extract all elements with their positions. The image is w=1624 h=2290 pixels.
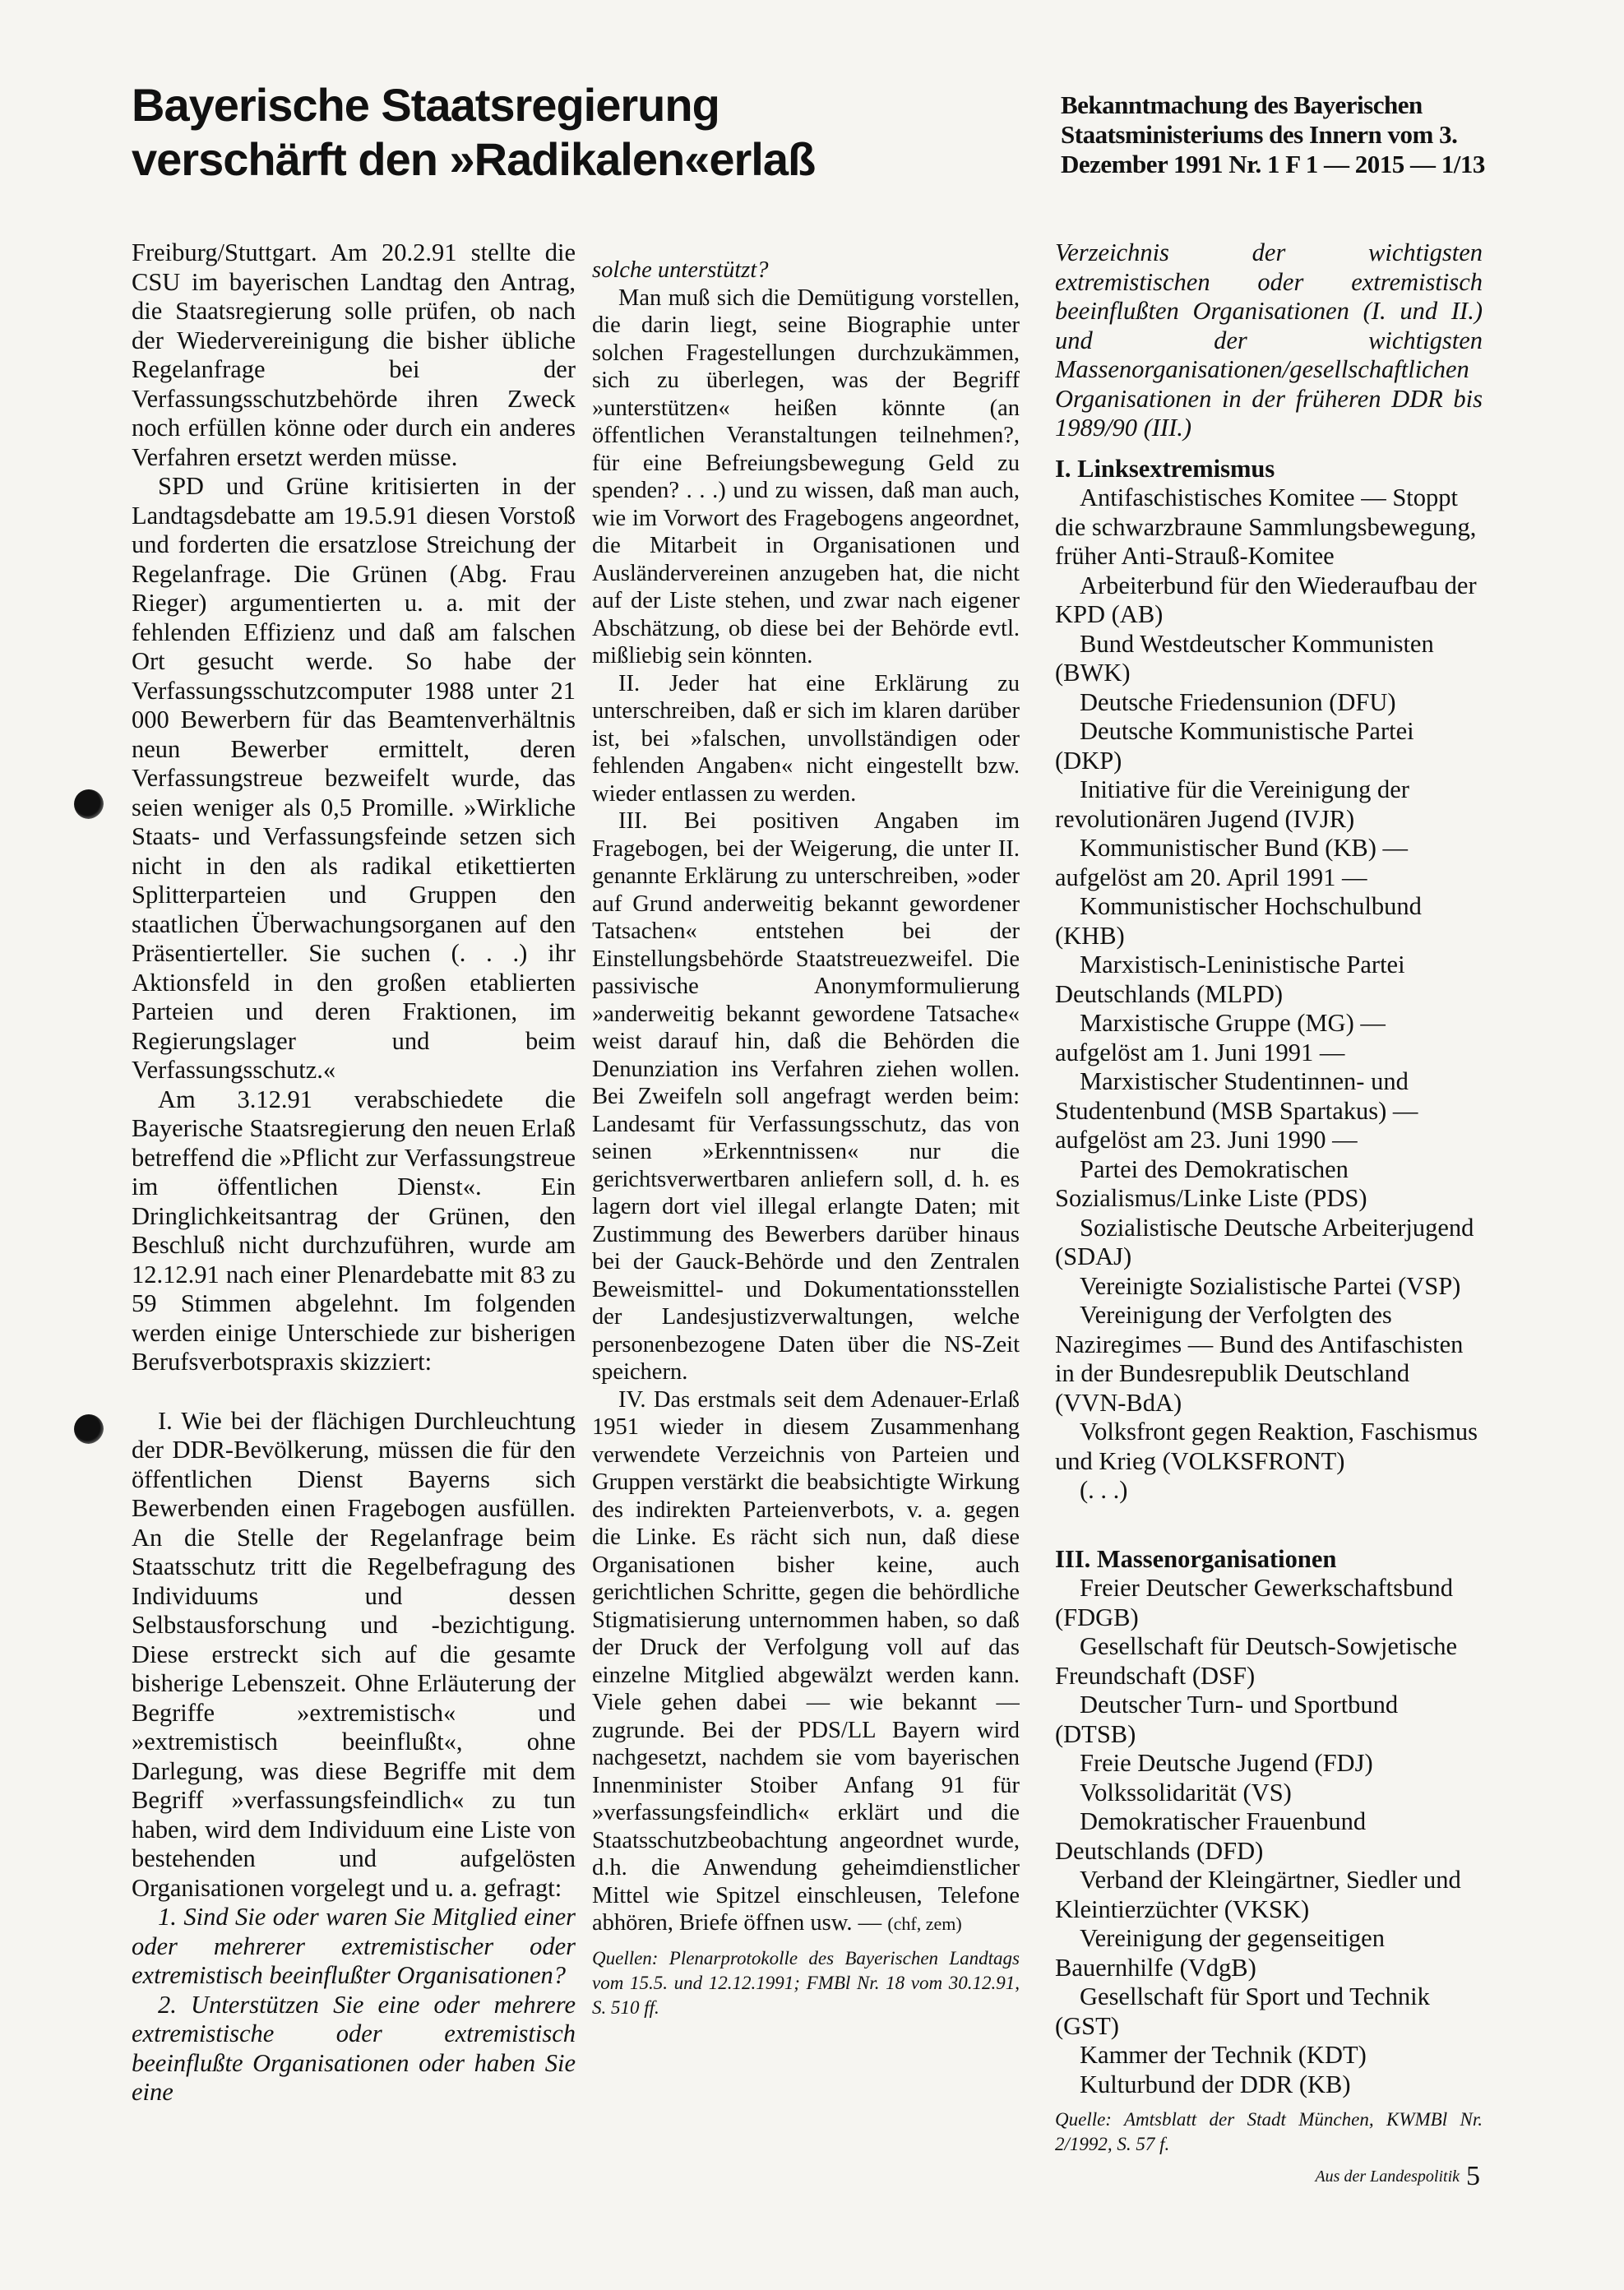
punch-hole-mark xyxy=(74,789,104,819)
organisation-item: Arbeiterbund für den Wiederaufbau der KPD (AB) xyxy=(1055,571,1477,628)
article-paragraph: Am 3.12.91 verabschiedete die Bayerische Staatsregierung den neuen Erlaß betreffend die »Pflicht zur Verfassungstreue im öffentlichen Dienst«. Ein Dringlichkeitsantrag der Grünen, den Beschluß nicht durchzuführen, wurde am 12.12.91 nach einer Plenardebatte mit 83 zu 59 Stimmen abgelehnt. Im folgenden werden einige Unterschiede zur bisherigen Berufsverbotspraxis skizziert: xyxy=(132,1085,576,1376)
article-column-2 xyxy=(592,257,1020,2197)
organisation-item: Marxistische Gruppe (MG) — aufgelöst am 1. Juni 1991 — xyxy=(1055,1009,1386,1066)
organisation-item: (. . .) xyxy=(1080,1476,1128,1504)
organisation-item: Marxistisch-Leninistische Partei Deutschlands (MLPD) xyxy=(1055,951,1405,1008)
organisation-item: Volkssolidarität (VS) xyxy=(1080,1778,1292,1807)
organisation-item: Kommunistischer Bund (KB) — aufgelöst am 20. April 1991 — xyxy=(1055,834,1409,891)
organisation-item: Vereinigung der Verfolgten des Naziregimes — Bund des Antifaschisten in der Bundesrepublik Deutschland (VVN-BdA) xyxy=(1055,1301,1464,1417)
organisation-item: Bund Westdeutscher Kommunisten (BWK) xyxy=(1055,629,1434,687)
organisation-item: Deutscher Turn- und Sportbund (DTSB) xyxy=(1055,1691,1399,1748)
organisation-item: Volksfront gegen Reaktion, Faschismus und Krieg (VOLKSFRONT) xyxy=(1055,1418,1478,1475)
article-paragraph: I. Wie bei der flächigen Durchleuchtung der DDR-Bevölkerung, müssen die für den öffentlichen Dienst Bayerns sich Bewerbenden einen Fragebogen ausfüllen. An die Stelle der Regelanfrage beim Staatsschutz tritt die Regelbefragung des Individuums und dessen Selbstausforschung und -bezichtigung. Diese erstreckt sich auf die gesamte bisherige Lebenszeit. Ohne Erläuterung der Begriffe »extremistisch« und »extremistisch beeinflußt«, ohne Darlegung, was diese Begriffe mit dem Begriff »verfassungsfeindlich« zu tun haben, wird dem Individuum eine Liste von bestehenden und aufgelösten Organisationen vorgelegt und u. a. gefragt: xyxy=(132,1406,576,1902)
notice-title: Bekanntmachung des Bayerischen Staatsministeriums des Innern vom 3. Dezember 1991 Nr. 1 F 1 — 2015 — 1/13 xyxy=(1061,90,1485,178)
organisation-item: Kammer der Technik (KDT) xyxy=(1080,2041,1367,2069)
author-signature: (chf, zem) xyxy=(887,1913,962,1934)
sources-note: Quellen: Plenarprotokolle des Bayerischen Landtags vom 15.5. und 12.12.1991; FMBl Nr. 18 vom 30.12.91, S. 510 ff. xyxy=(592,1947,1020,2018)
organisation-list-1 xyxy=(1055,483,1483,1506)
organisation-item: Sozialistische Deutsche Arbeiterjugend (SDAJ) xyxy=(1055,1213,1474,1270)
organisation-list-3 xyxy=(1055,1574,1483,2099)
organisation-item: Kommunistischer Hochschulbund (KHB) xyxy=(1055,892,1422,950)
organisation-item: Deutsche Friedensunion (DFU) xyxy=(1080,687,1396,716)
article-title-line-2: verschärft den »Radikalen«erlaß xyxy=(132,133,816,185)
notice-column xyxy=(1055,238,1483,2179)
article-column-1 xyxy=(132,238,576,2179)
article-title xyxy=(132,78,1020,187)
organisation-item: Demokratischer Frauenbund Deutschlands (DFD) xyxy=(1055,1807,1367,1865)
organisation-item: Marxistischer Studentinnen- und Studentenbund (MSB Spartakus) — aufgelöst am 23. Juni 1990 — xyxy=(1055,1067,1418,1154)
organisation-item: Freier Deutscher Gewerkschaftsbund (FDGB) xyxy=(1055,1574,1453,1631)
section-heading-linksextremismus: I. Linksextremismus xyxy=(1055,454,1275,483)
organisation-item: Gesellschaft für Sport und Technik (GST) xyxy=(1055,1982,1430,2040)
article-paragraph: Freiburg/Stuttgart. Am 20.2.91 stellte die CSU im bayerischen Landtag den Antrag, die Staatsregierung solle prüfen, ob nach der Wiedervereinigung die bisher übliche Regelanfrage bei der Verfassungsschutzbehörde ihren Zweck noch erfüllen könne oder durch ein anderes Verfahren ersetzt werden müsse. xyxy=(132,238,576,471)
article-paragraph: III. Bei positiven Angaben im Fragebogen, bei der Weigerung, die unter II. genannte Erklärung zu unterschreiben, »oder auf Grund anderweitig bekannt gewordener Tatsachen« entstehen bei der Einstellungsbehörde Staatstreuezweifel. Die passivische Anonymformulierung »anderweitig bekannt gewordene Tatsache« weist darauf hin, daß die Behörden die Denunziation ins Verfahren ziehen wollen. Bei Zweifeln soll angefragt werden beim: Landesamt für Verfassungsschutz, das von seinen »Erkenntnissen« nur die gerichtsverwertbaren anliefern soll, d. h. es lagern dort viel illegal erlangte Daten; mit Zustimmung des Bewerbers darüber hinaus bei der Gauck-Behörde und den Zentralen Beweismittel- und Dokumentationsstellen der Landesjustizverwaltungen, welche personenbezogene Daten über die NS-Zeit speichern. xyxy=(592,808,1020,1385)
article-paragraph: II. Jeder hat eine Erklärung zu unterschreiben, daß er sich im klaren darüber ist, bei »falschen, unvollständigen oder fehlenden Angaben« nicht eingestellt bzw. wieder entlassen zu werden. xyxy=(592,670,1020,807)
organisation-item: Kulturbund der DDR (KB) xyxy=(1080,2070,1351,2098)
footer-section: Aus der Landespolitik xyxy=(1315,2167,1460,2186)
notice-source: Quelle: Amtsblatt der Stadt München, KWMBl Nr. 2/1992, S. 57 f. xyxy=(1055,2109,1483,2154)
question-2: 2. Unterstützen Sie eine oder mehrere extremistische oder extremistisch beeinflußte Organisationen oder haben Sie eine xyxy=(132,1990,576,2106)
page-footer xyxy=(1275,2161,1480,2192)
article-paragraph: SPD und Grüne kritisierten in der Landtagsdebatte am 19.5.91 diesen Vorstoß und forderten die ersatzlose Streichung der Regelanfrage. Die Grünen (Abg. Frau Rieger) argumentierten u. a. mit der fehlenden Effizienz und daß am falschen Ort gesucht werde. So habe der Verfassungsschutzcomputer 1988 unter 21 000 Bewerbern für das Beamtenverhältnis neun Bewerber ermittelt, deren Verfassungstreue bezweifelt wurde, das seien weniger als 0,5 Promille. »Wirkliche Staats- und Verfassungsfeinde setzen sich nicht in den als radikal etikettierten Splitterparteien und Gruppen den staatlichen Überwachungsorganen auf den Präsentierteller. Sie suchen (. . .) ihr Aktionsfeld in den großen etablierten Parteien und deren Fraktionen, im Regierungslager und beim Verfassungsschutz.« xyxy=(132,472,576,1084)
punch-hole-mark xyxy=(74,1414,104,1444)
organisation-item: Freie Deutsche Jugend (FDJ) xyxy=(1080,1749,1373,1777)
organisation-item: Verband der Kleingärtner, Siedler und Kleintierzüchter (VKSK) xyxy=(1055,1866,1461,1923)
organisation-item: Initiative für die Vereinigung der revolutionären Jugend (IVJR) xyxy=(1055,775,1409,833)
article-title-line-1: Bayerische Staatsregierung xyxy=(132,79,719,131)
article-paragraph xyxy=(592,1386,1020,1938)
page-number: 5 xyxy=(1466,2161,1480,2191)
organisation-item: Vereinigte Sozialistische Partei (VSP) xyxy=(1080,1271,1461,1300)
organisation-item: Antifaschistisches Komitee — Stoppt die schwarzbraune Sammlungsbewegung, früher Anti-Strauß-Komitee xyxy=(1055,483,1477,570)
organisation-item: Vereinigung der gegenseitigen Bauernhilfe (VdgB) xyxy=(1055,1924,1385,1982)
organisation-item: Deutsche Kommunistische Partei (DKP) xyxy=(1055,717,1414,775)
article-paragraph: Man muß sich die Demütigung vorstellen, die darin liegt, seine Biographie unter solchen Fragestellungen durchzukämmen, sich zu überlegen, was der Begriff »unterstützen« heißen könnte (an öffentlichen Veranstaltungen teilnehmen?, für eine Befreiungsbewegung Geld zu spenden? . . .) und zu wissen, daß man auch, wie im Vorwort des Fragebogens angeordnet, die Mitarbeit in Organisationen und Ausländervereinen anzugeben hat, die nicht auf der Liste stehen, und zwar nach eigener Abschätzung, ob diese bei der Behörde evtl. mißliebig sein könnten. xyxy=(592,285,1020,668)
question-2-end: solche unterstützt? xyxy=(592,257,769,283)
article-paragraph-text: IV. Das erstmals seit dem Adenauer-Erlaß 1951 wieder in diesem Zusammenhang verwendete Verzeichnis von Parteien und Gruppen verstärkt die beabsichtigte Wirkung des indirekten Parteienverbots, v. a. gegen die Linke. Es rächt sich nun, daß diese Organisationen bisher keine, auch gerichtlichen Schritte, gegen die behördliche Stigmatisierung unternommen haben, so daß der Druck der Verfolgung voll auf das einzelne Mitglied abgewälzt werden kann. Viele gehen dabei — wie bekannt — zugrunde. Bei der PDS/LL Bayern wird nachgesetzt, nachdem sie vom bayerischen Innenminister Stoiber Anfang 91 für »verfassungsfeindlich« erklärt und die Staatsschutzbeobachtung angeordnet wurde, d.h. die Anwendung geheimdienstlicher Mittel wie Spitzel einschleusen, Telefone abhören, Briefe öffnen usw. — xyxy=(592,1386,1020,1936)
notice-intro: Verzeichnis der wichtigsten extremistischen oder extremistisch beeinflußten Organisationen (I. und II.) und der wichtigsten Massenorganisationen/gesellschaftlichen Organisationen in der früheren DDR bis 1989/90 (III.) xyxy=(1055,238,1483,442)
section-heading-massenorganisationen: III. Massenorganisationen xyxy=(1055,1544,1337,1573)
organisation-item: Gesellschaft für Deutsch-Sowjetische Freundschaft (DSF) xyxy=(1055,1632,1458,1690)
question-1: 1. Sind Sie oder waren Sie Mitglied einer oder mehrerer extremistischer oder extremistisch beeinflußter Organisationen? xyxy=(132,1903,576,1989)
organisation-item: Partei des Demokratischen Sozialismus/Linke Liste (PDS) xyxy=(1055,1154,1367,1212)
